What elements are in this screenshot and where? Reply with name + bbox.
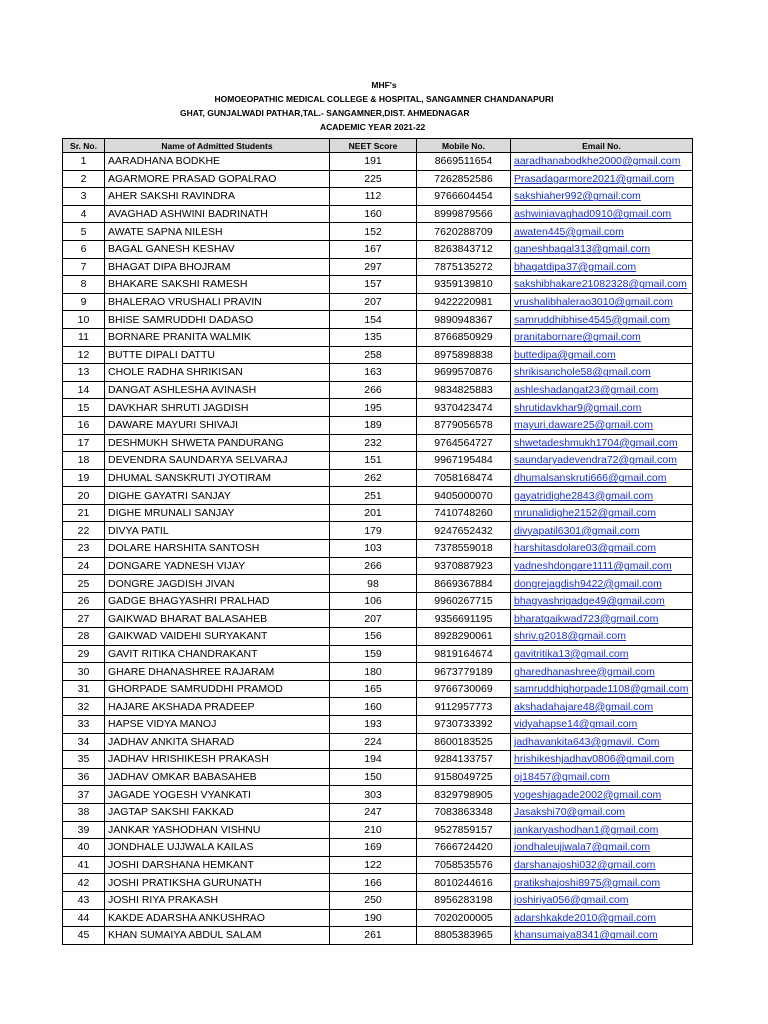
sr-no-cell: 36 xyxy=(63,768,105,786)
name-cell: JAGADE YOGESH VYANKATI xyxy=(105,786,330,804)
sr-no-cell: 32 xyxy=(63,698,105,716)
email-link[interactable]: samruddhighorpade1108@gmail.com xyxy=(511,680,693,698)
sr-no-cell: 2 xyxy=(63,170,105,188)
mobile-cell: 7378559018 xyxy=(417,540,511,558)
email-link[interactable]: saundaryadevendra72@gmail.com xyxy=(511,452,693,470)
sr-no-cell: 22 xyxy=(63,522,105,540)
mobile-cell: 9158049725 xyxy=(417,768,511,786)
table-row xyxy=(63,786,693,804)
sr-no-cell: 23 xyxy=(63,540,105,558)
mobile-cell: 9370887923 xyxy=(417,557,511,575)
col-header-sr-no: Sr. No. xyxy=(63,139,105,153)
sr-no-cell: 7 xyxy=(63,258,105,276)
mobile-cell: 7410748260 xyxy=(417,504,511,522)
mobile-cell: 9356691195 xyxy=(417,610,511,628)
email-link[interactable]: aaradhanabodkhe2000@gmail.com xyxy=(511,153,693,171)
neet-score-cell: 103 xyxy=(330,540,417,558)
sr-no-cell: 4 xyxy=(63,205,105,223)
name-cell: BORNARE PRANITA WALMIK xyxy=(105,328,330,346)
sr-no-cell: 31 xyxy=(63,680,105,698)
mobile-cell: 9359139810 xyxy=(417,276,511,294)
col-header-neet-score: NEET Score xyxy=(330,139,417,153)
mobile-cell: 8956283198 xyxy=(417,891,511,909)
name-cell: JOSHI PRATIKSHA GURUNATH xyxy=(105,874,330,892)
mobile-cell: 9699570876 xyxy=(417,364,511,382)
neet-score-cell: 112 xyxy=(330,188,417,206)
table-row xyxy=(63,311,693,329)
sr-no-cell: 30 xyxy=(63,663,105,681)
neet-score-cell: 159 xyxy=(330,645,417,663)
mobile-cell: 8329798905 xyxy=(417,786,511,804)
table-row xyxy=(63,927,693,945)
email-link[interactable]: shriv.g2018@gmail.com xyxy=(511,628,693,646)
name-cell: DIVYA PATIL xyxy=(105,522,330,540)
sr-no-cell: 6 xyxy=(63,240,105,258)
neet-score-cell: 232 xyxy=(330,434,417,452)
mobile-cell: 7083863348 xyxy=(417,803,511,821)
email-link[interactable]: mrunalidighe2152@gmail.com xyxy=(511,504,693,522)
neet-score-cell: 135 xyxy=(330,328,417,346)
email-link[interactable]: dongrejagdish9422@gmail.com xyxy=(511,575,693,593)
header-line-4: ACADEMIC YEAR 2021-22 xyxy=(320,122,426,132)
mobile-cell: 9247652432 xyxy=(417,522,511,540)
neet-score-cell: 194 xyxy=(330,751,417,769)
email-link[interactable]: bharatgaikwad723@gmail.com xyxy=(511,610,693,628)
table-row xyxy=(63,768,693,786)
mobile-cell: 8669511654 xyxy=(417,153,511,171)
table-row xyxy=(63,487,693,505)
neet-score-cell: 193 xyxy=(330,716,417,734)
neet-score-cell: 225 xyxy=(330,170,417,188)
sr-no-cell: 37 xyxy=(63,786,105,804)
name-cell: BHAGAT DIPA BHOJRAM xyxy=(105,258,330,276)
table-row xyxy=(63,188,693,206)
name-cell: DAVKHAR SHRUTI JAGDISH xyxy=(105,399,330,417)
mobile-cell: 9766604454 xyxy=(417,188,511,206)
header-line-1: MHF's xyxy=(371,80,397,90)
email-link[interactable]: vrushalibhalerao3010@gmail.com xyxy=(511,293,693,311)
sr-no-cell: 21 xyxy=(63,504,105,522)
sr-no-cell: 38 xyxy=(63,803,105,821)
sr-no-cell: 18 xyxy=(63,452,105,470)
neet-score-cell: 160 xyxy=(330,698,417,716)
table-row xyxy=(63,751,693,769)
mobile-cell: 7666724420 xyxy=(417,839,511,857)
neet-score-cell: 266 xyxy=(330,557,417,575)
name-cell: JAGTAP SAKSHI FAKKAD xyxy=(105,803,330,821)
sr-no-cell: 35 xyxy=(63,751,105,769)
neet-score-cell: 163 xyxy=(330,364,417,382)
name-cell: KHAN SUMAIYA ABDUL SALAM xyxy=(105,927,330,945)
name-cell: DHUMAL SANSKRUTI JYOTIRAM xyxy=(105,469,330,487)
mobile-cell: 8669367884 xyxy=(417,575,511,593)
neet-score-cell: 262 xyxy=(330,469,417,487)
email-link[interactable]: pranitabornare@gmail.com xyxy=(511,328,693,346)
neet-score-cell: 195 xyxy=(330,399,417,417)
sr-no-cell: 14 xyxy=(63,381,105,399)
email-link[interactable]: khansumaiya8341@gmail.com xyxy=(511,927,693,945)
table-body xyxy=(63,153,693,945)
mobile-cell: 8779056578 xyxy=(417,416,511,434)
name-cell: BHALERAO VRUSHALI PRAVIN xyxy=(105,293,330,311)
table-row xyxy=(63,874,693,892)
name-cell: KAKDE ADARSHA ANKUSHRAO xyxy=(105,909,330,927)
neet-score-cell: 303 xyxy=(330,786,417,804)
neet-score-cell: 167 xyxy=(330,240,417,258)
sr-no-cell: 33 xyxy=(63,716,105,734)
email-link[interactable]: gayatridighe2843@gmail.com xyxy=(511,487,693,505)
neet-score-cell: 247 xyxy=(330,803,417,821)
mobile-cell: 9766730069 xyxy=(417,680,511,698)
email-link[interactable]: jondhaleujjwala7@gmail.com xyxy=(511,839,693,857)
mobile-cell: 7620288709 xyxy=(417,223,511,241)
mobile-cell: 9673779189 xyxy=(417,663,511,681)
mobile-cell: 8600183525 xyxy=(417,733,511,751)
mobile-cell: 8263843712 xyxy=(417,240,511,258)
mobile-cell: 7020200005 xyxy=(417,909,511,927)
mobile-cell: 8805383965 xyxy=(417,927,511,945)
table-row xyxy=(63,381,693,399)
name-cell: DANGAT ASHLESHA AVINASH xyxy=(105,381,330,399)
sr-no-cell: 20 xyxy=(63,487,105,505)
table-row xyxy=(63,452,693,470)
table-row xyxy=(63,575,693,593)
mobile-cell: 9834825883 xyxy=(417,381,511,399)
neet-score-cell: 106 xyxy=(330,592,417,610)
table-row xyxy=(63,628,693,646)
table-row xyxy=(63,328,693,346)
neet-score-cell: 251 xyxy=(330,487,417,505)
sr-no-cell: 41 xyxy=(63,856,105,874)
email-link[interactable]: darshanajoshi032@gmail.com xyxy=(511,856,693,874)
email-link[interactable]: hrishikeshjadhav0806@gmail.com xyxy=(511,751,693,769)
neet-score-cell: 190 xyxy=(330,909,417,927)
email-link[interactable]: jankaryashodhan1@gmail.com xyxy=(511,821,693,839)
mobile-cell: 9112957773 xyxy=(417,698,511,716)
mobile-cell: 8999879566 xyxy=(417,205,511,223)
email-link[interactable]: sakshiaher992@gmail.com xyxy=(511,188,693,206)
email-link[interactable]: adarshkakde2010@gmail.com xyxy=(511,909,693,927)
sr-no-cell: 10 xyxy=(63,311,105,329)
sr-no-cell: 45 xyxy=(63,927,105,945)
sr-no-cell: 8 xyxy=(63,276,105,294)
table-row xyxy=(63,610,693,628)
email-link[interactable]: yadneshdongare1111@gmail.com xyxy=(511,557,693,575)
sr-no-cell: 17 xyxy=(63,434,105,452)
table-row xyxy=(63,733,693,751)
table-row xyxy=(63,803,693,821)
mobile-cell: 8928290061 xyxy=(417,628,511,646)
sr-no-cell: 28 xyxy=(63,628,105,646)
neet-score-cell: 180 xyxy=(330,663,417,681)
sr-no-cell: 40 xyxy=(63,839,105,857)
mobile-cell: 9960267715 xyxy=(417,592,511,610)
neet-score-cell: 166 xyxy=(330,874,417,892)
table-row xyxy=(63,557,693,575)
table-header-row xyxy=(63,139,693,153)
email-link[interactable]: dhumalsanskruti666@gmail.com xyxy=(511,469,693,487)
name-cell: DONGRE JAGDISH JIVAN xyxy=(105,575,330,593)
sr-no-cell: 43 xyxy=(63,891,105,909)
name-cell: CHOLE RADHA SHRIKISAN xyxy=(105,364,330,382)
name-cell: BUTTE DIPALI DATTU xyxy=(105,346,330,364)
email-link[interactable]: Jasakshi70@gmail.com xyxy=(511,803,693,821)
name-cell: HAPSE VIDYA MANOJ xyxy=(105,716,330,734)
sr-no-cell: 29 xyxy=(63,645,105,663)
table-row xyxy=(63,891,693,909)
name-cell: DIGHE MRUNALI SANJAY xyxy=(105,504,330,522)
sr-no-cell: 13 xyxy=(63,364,105,382)
email-link[interactable]: sakshibhakare21082328@gmail.com xyxy=(511,276,693,294)
sr-no-cell: 9 xyxy=(63,293,105,311)
mobile-cell: 7058535576 xyxy=(417,856,511,874)
table-row xyxy=(63,504,693,522)
email-link[interactable]: yogeshjagade2002@gmail.com xyxy=(511,786,693,804)
name-cell: HAJARE AKSHADA PRADEEP xyxy=(105,698,330,716)
neet-score-cell: 122 xyxy=(330,856,417,874)
email-link[interactable]: gavitritika13@gmail.com xyxy=(511,645,693,663)
mobile-cell: 9890948367 xyxy=(417,311,511,329)
sr-no-cell: 42 xyxy=(63,874,105,892)
sr-no-cell: 16 xyxy=(63,416,105,434)
email-link[interactable]: shrikisanchole58@gmail.com xyxy=(511,364,693,382)
table-row xyxy=(63,680,693,698)
name-cell: DESHMUKH SHWETA PANDURANG xyxy=(105,434,330,452)
email-link[interactable]: oj18457@gmail.com xyxy=(511,768,693,786)
sr-no-cell: 11 xyxy=(63,328,105,346)
sr-no-cell: 19 xyxy=(63,469,105,487)
email-link[interactable]: ganeshbagal313@gmail.com xyxy=(511,240,693,258)
table-row xyxy=(63,364,693,382)
name-cell: BAGAL GANESH KESHAV xyxy=(105,240,330,258)
neet-score-cell: 207 xyxy=(330,610,417,628)
name-cell: DOLARE HARSHITA SANTOSH xyxy=(105,540,330,558)
neet-score-cell: 156 xyxy=(330,628,417,646)
students-table xyxy=(62,138,693,945)
sr-no-cell: 12 xyxy=(63,346,105,364)
table-row xyxy=(63,205,693,223)
neet-score-cell: 165 xyxy=(330,680,417,698)
mobile-cell: 8766850929 xyxy=(417,328,511,346)
table-row xyxy=(63,346,693,364)
email-link[interactable]: vidyahapse14@gmail.com xyxy=(511,716,693,734)
table-row xyxy=(63,909,693,927)
name-cell: JADHAV HRISHIKESH PRAKASH xyxy=(105,751,330,769)
table-row xyxy=(63,276,693,294)
name-cell: GAVIT RITIKA CHANDRAKANT xyxy=(105,645,330,663)
header-line-3: GHAT, GUNJALWADI PATHAR,TAL.- SANGAMNER,DIST. AHMEDNAGAR xyxy=(180,108,470,118)
sr-no-cell: 34 xyxy=(63,733,105,751)
mobile-cell: 9764564727 xyxy=(417,434,511,452)
neet-score-cell: 179 xyxy=(330,522,417,540)
mobile-cell: 7262852586 xyxy=(417,170,511,188)
table-row xyxy=(63,399,693,417)
name-cell: AVAGHAD ASHWINI BADRINATH xyxy=(105,205,330,223)
name-cell: DAWARE MAYURI SHIVAJI xyxy=(105,416,330,434)
neet-score-cell: 150 xyxy=(330,768,417,786)
document-header xyxy=(0,78,768,134)
neet-score-cell: 160 xyxy=(330,205,417,223)
neet-score-cell: 250 xyxy=(330,891,417,909)
neet-score-cell: 207 xyxy=(330,293,417,311)
neet-score-cell: 201 xyxy=(330,504,417,522)
sr-no-cell: 24 xyxy=(63,557,105,575)
email-link[interactable]: gharedhanashree@gmail.com xyxy=(511,663,693,681)
neet-score-cell: 152 xyxy=(330,223,417,241)
name-cell: AWATE SAPNA NILESH xyxy=(105,223,330,241)
neet-score-cell: 224 xyxy=(330,733,417,751)
neet-score-cell: 210 xyxy=(330,821,417,839)
email-link[interactable]: ashleshadangat23@gmail.com xyxy=(511,381,693,399)
email-link[interactable]: mayuri.daware25@gmail.com xyxy=(511,416,693,434)
name-cell: GAIKWAD BHARAT BALASAHEB xyxy=(105,610,330,628)
table-row xyxy=(63,592,693,610)
table-row xyxy=(63,258,693,276)
email-link[interactable]: joshiriya056@gmail.com xyxy=(511,891,693,909)
sr-no-cell: 39 xyxy=(63,821,105,839)
sr-no-cell: 26 xyxy=(63,592,105,610)
email-link[interactable]: bhagyashrigadge49@gmail.com xyxy=(511,592,693,610)
neet-score-cell: 154 xyxy=(330,311,417,329)
email-link[interactable]: shwetadeshmukh1704@gmail.com xyxy=(511,434,693,452)
table-row xyxy=(63,856,693,874)
mobile-cell: 7058168474 xyxy=(417,469,511,487)
name-cell: GADGE BHAGYASHRI PRALHAD xyxy=(105,592,330,610)
table-row xyxy=(63,434,693,452)
table-row xyxy=(63,821,693,839)
email-link[interactable]: awaten445@gmail.com xyxy=(511,223,693,241)
table-row xyxy=(63,416,693,434)
email-link[interactable]: bhagatdipa37@gmail.com xyxy=(511,258,693,276)
neet-score-cell: 98 xyxy=(330,575,417,593)
email-link[interactable]: jadhavankita643@gmavil. Com xyxy=(511,733,693,751)
name-cell: BHISE SAMRUDDHI DADASO xyxy=(105,311,330,329)
table-row xyxy=(63,540,693,558)
mobile-cell: 9405000070 xyxy=(417,487,511,505)
table-row xyxy=(63,645,693,663)
name-cell: GAIKWAD VAIDEHI SURYAKANT xyxy=(105,628,330,646)
name-cell: JOSHI DARSHANA HEMKANT xyxy=(105,856,330,874)
table-row xyxy=(63,839,693,857)
name-cell: JADHAV OMKAR BABASAHEB xyxy=(105,768,330,786)
table-row xyxy=(63,698,693,716)
mobile-cell: 8010244616 xyxy=(417,874,511,892)
mobile-cell: 9819164674 xyxy=(417,645,511,663)
name-cell: AHER SAKSHI RAVINDRA xyxy=(105,188,330,206)
neet-score-cell: 189 xyxy=(330,416,417,434)
sr-no-cell: 1 xyxy=(63,153,105,171)
email-link[interactable]: akshadahajare48@gmail.com xyxy=(511,698,693,716)
mobile-cell: 7875135272 xyxy=(417,258,511,276)
name-cell: JANKAR YASHODHAN VISHNU xyxy=(105,821,330,839)
email-link[interactable]: pratikshajoshi8975@gmail.com xyxy=(511,874,693,892)
name-cell: JONDHALE UJJWALA KAILAS xyxy=(105,839,330,857)
neet-score-cell: 169 xyxy=(330,839,417,857)
name-cell: JOSHI RIYA PRAKASH xyxy=(105,891,330,909)
name-cell: DIGHE GAYATRI SANJAY xyxy=(105,487,330,505)
table-row xyxy=(63,469,693,487)
mobile-cell: 8975898838 xyxy=(417,346,511,364)
mobile-cell: 9370423474 xyxy=(417,399,511,417)
name-cell: AARADHANA BODKHE xyxy=(105,153,330,171)
email-link[interactable]: samruddhibhise4545@gmail.com xyxy=(511,311,693,329)
table-row xyxy=(63,522,693,540)
sr-no-cell: 44 xyxy=(63,909,105,927)
mobile-cell: 9967195484 xyxy=(417,452,511,470)
neet-score-cell: 266 xyxy=(330,381,417,399)
col-header-name: Name of Admitted Students xyxy=(105,139,330,153)
email-link[interactable]: ashwiniavaghad0910@gmail.com xyxy=(511,205,693,223)
neet-score-cell: 151 xyxy=(330,452,417,470)
table-row xyxy=(63,663,693,681)
table-row xyxy=(63,223,693,241)
neet-score-cell: 258 xyxy=(330,346,417,364)
table-row xyxy=(63,153,693,171)
header-line-2: HOMOEOPATHIC MEDICAL COLLEGE & HOSPITAL, SANGAMNER CHANDANAPURI xyxy=(214,94,554,104)
name-cell: GHORPADE SAMRUDDHI PRAMOD xyxy=(105,680,330,698)
mobile-cell: 9527859157 xyxy=(417,821,511,839)
email-link[interactable]: harshitasdolare03@gmail.com xyxy=(511,540,693,558)
sr-no-cell: 15 xyxy=(63,399,105,417)
table-row xyxy=(63,293,693,311)
neet-score-cell: 297 xyxy=(330,258,417,276)
name-cell: DONGARE YADNESH VIJAY xyxy=(105,557,330,575)
sr-no-cell: 3 xyxy=(63,188,105,206)
sr-no-cell: 27 xyxy=(63,610,105,628)
col-header-mobile: Mobile No. xyxy=(417,139,511,153)
email-link[interactable]: divyapatil6301@gmail.com xyxy=(511,522,693,540)
sr-no-cell: 25 xyxy=(63,575,105,593)
table-row xyxy=(63,716,693,734)
mobile-cell: 9422220981 xyxy=(417,293,511,311)
email-link[interactable]: shrutidavkhar9@gmail.com xyxy=(511,399,693,417)
name-cell: DEVENDRA SAUNDARYA SELVARAJ xyxy=(105,452,330,470)
mobile-cell: 9284133757 xyxy=(417,751,511,769)
email-link[interactable]: buttedipa@gmail.com xyxy=(511,346,693,364)
name-cell: JADHAV ANKITA SHARAD xyxy=(105,733,330,751)
neet-score-cell: 261 xyxy=(330,927,417,945)
name-cell: GHARE DHANASHREE RAJARAM xyxy=(105,663,330,681)
name-cell: AGARMORE PRASAD GOPALRAO xyxy=(105,170,330,188)
neet-score-cell: 157 xyxy=(330,276,417,294)
neet-score-cell: 191 xyxy=(330,153,417,171)
col-header-email: Email No. xyxy=(511,139,693,153)
sr-no-cell: 5 xyxy=(63,223,105,241)
name-cell: BHAKARE SAKSHI RAMESH xyxy=(105,276,330,294)
email-link[interactable]: Prasadagarmore2021@gmail.com xyxy=(511,170,693,188)
mobile-cell: 9730733392 xyxy=(417,716,511,734)
table-row xyxy=(63,240,693,258)
table-row xyxy=(63,170,693,188)
